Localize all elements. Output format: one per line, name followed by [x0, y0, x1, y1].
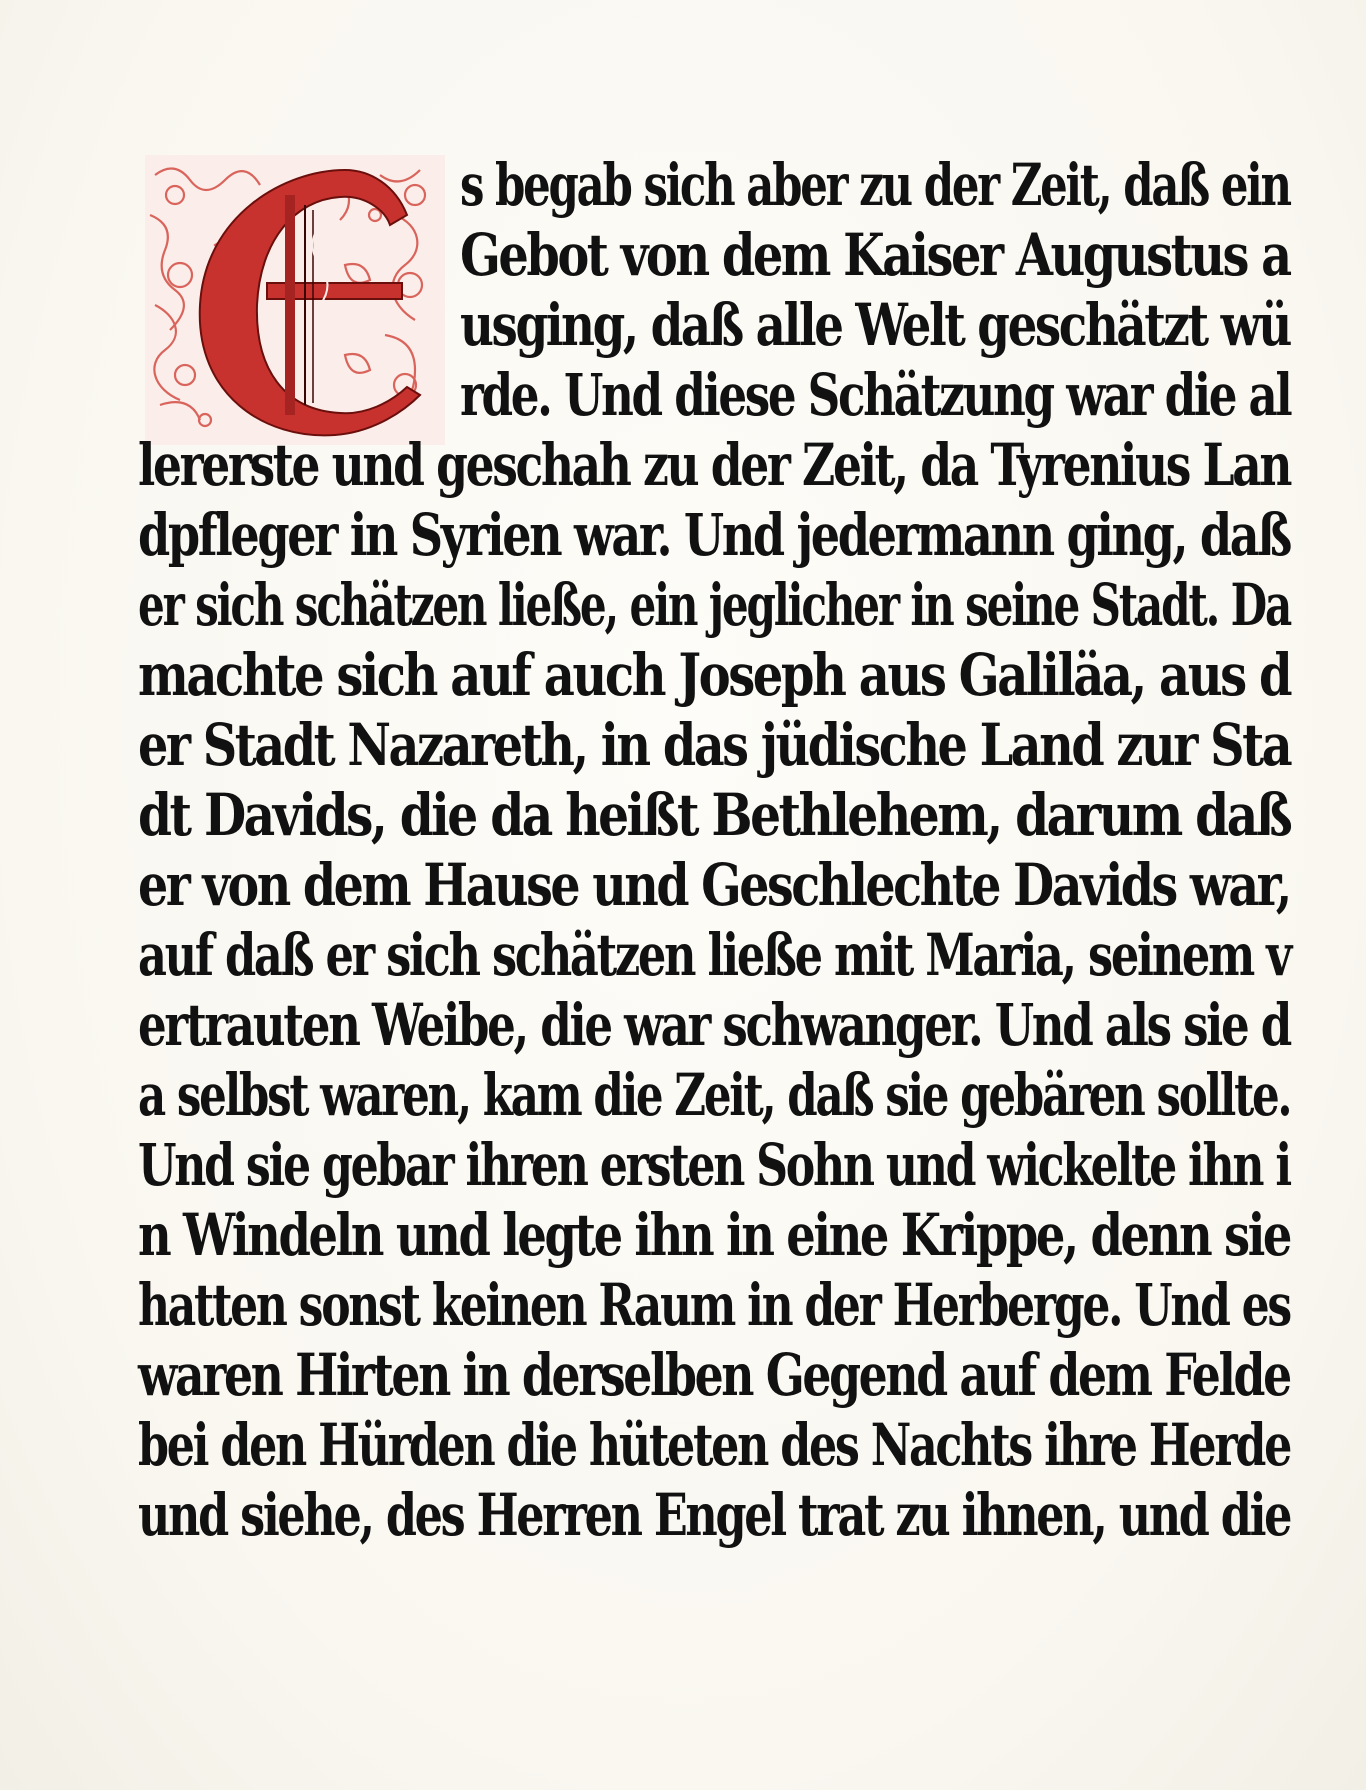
text-line-13: ertrauten Weibe, die war schwanger. Und als sie d — [138, 991, 1290, 1059]
text-line-1: s begab sich aber zu der Zeit, daß ein — [460, 151, 1290, 219]
text-line-14: a selbst waren, kam die Zeit, daß sie gebären sollte. — [138, 1061, 1291, 1129]
text-line-6: dpfleger in Syrien war. Und jedermann ging, daß — [138, 501, 1290, 569]
text-line-15: Und sie gebar ihren ersten Sohn und wickelte ihn i — [138, 1131, 1290, 1199]
text-line-2: Gebot von dem Kaiser Augustus a — [460, 221, 1290, 289]
text-line-20: und siehe, des Herren Engel trat zu ihnen, und die — [138, 1481, 1291, 1549]
text-line-5: lererste und geschah zu der Zeit, da Tyrenius Lan — [138, 431, 1291, 499]
text-line-4: rde. Und diese Schätzung war die al — [460, 361, 1291, 429]
text-line-3: usging, daß alle Welt geschätzt wü — [460, 291, 1290, 359]
text-line-7: er sich schätzen ließe, ein jeglicher in seine Stadt. Da — [138, 571, 1291, 639]
text-line-17: hatten sonst keinen Raum in der Herberge. Und es — [138, 1271, 1290, 1339]
text-line-9: er Stadt Nazareth, in das jüdische Land zur Sta — [138, 711, 1291, 779]
text-line-12: auf daß er sich schätzen ließe mit Maria, seinem v — [138, 921, 1290, 989]
text-line-11: er von dem Hause und Geschlechte Davids war, — [138, 851, 1290, 919]
text-line-16: n Windeln und legte ihn in eine Krippe, denn sie — [138, 1201, 1291, 1269]
text-line-19: bei den Hürden die hüteten des Nachts ihre Herde — [138, 1411, 1291, 1479]
text-line-10: dt Davids, die da heißt Bethlehem, darum daß — [138, 781, 1291, 849]
text-line-8: machte sich auf auch Joseph aus Galiläa, aus d — [138, 641, 1291, 709]
text-line-18: waren Hirten in derselben Gegend auf dem Felde — [138, 1341, 1290, 1409]
illuminated-initial — [145, 155, 445, 445]
